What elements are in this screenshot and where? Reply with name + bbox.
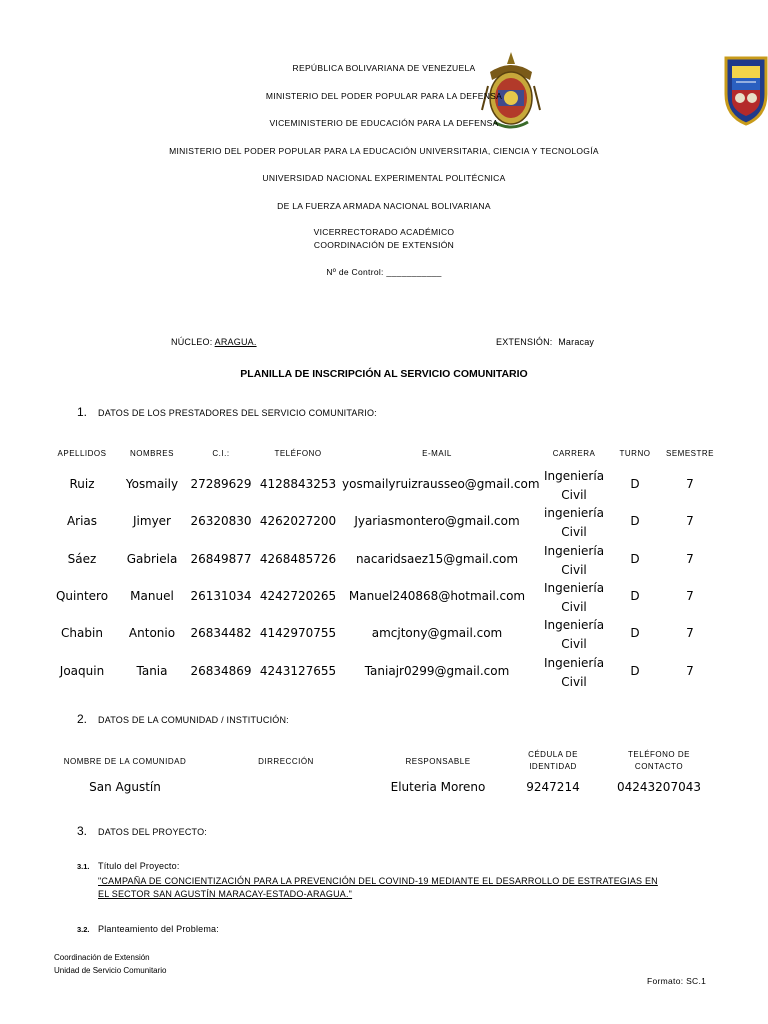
students-col-header: NOMBRES	[130, 449, 174, 458]
student-carrera	[534, 504, 614, 542]
student-nombre: Gabriela	[126, 551, 178, 566]
col-header-telefono-line1: TELÉFONO DE	[628, 750, 690, 759]
student-tel: 4243127655	[259, 663, 337, 678]
nucleo-field	[171, 337, 257, 347]
student-email: yosmailyruizrausseo@gmail.com	[342, 477, 540, 491]
col-header-cedula-line1: CÉDULA DE	[528, 750, 578, 759]
col-header-telefono	[614, 750, 704, 771]
extension-value: Maracay	[558, 337, 595, 347]
student-apellido: Chabin	[61, 626, 103, 641]
student-carrera-line2: Civil	[561, 488, 587, 502]
student-carrera-line2: Civil	[561, 562, 587, 577]
student-carrera-line2: Civil	[561, 637, 587, 652]
section2-number: 2.	[77, 712, 88, 726]
student-carrera-line2: Civil	[561, 599, 587, 614]
students-col-header: CARRERA	[552, 449, 596, 458]
nucleo-label: NÚCLEO:	[171, 337, 213, 347]
header-armed-forces: DE LA FUERZA ARMADA NACIONAL BOLIVARIANA	[277, 201, 491, 211]
student-apellido: Arias	[66, 514, 98, 529]
students-col-header: TURNO	[619, 449, 651, 458]
student-carrera-line1: Ingeniería	[543, 543, 605, 558]
footer-format-code: Formato: SC.1	[647, 976, 707, 986]
student-tel: 4128843253	[259, 477, 337, 491]
student-carrera-line1: Ingeniería	[543, 618, 605, 633]
header-vicerrectorado: VICERRECTORADO ACADÉMICO	[313, 227, 455, 237]
student-nombre: Jimyer	[133, 514, 171, 529]
header-ministry-defense: MINISTERIO DEL PODER POPULAR PARA LA DEFENSA	[265, 91, 503, 101]
subsection-3-2-label: Planteamiento del Problema:	[98, 924, 219, 934]
col-header-cedula	[508, 750, 598, 771]
project-title-line1: "CAMPAÑA DE CONCIENTIZACIÓN PARA LA PREVENCIÓN DEL COVIND-19 MEDIANTE EL DESARROLLO DE ESTRATEGIAS EN	[98, 876, 658, 886]
form-title: PLANILLA DE INSCRIPCIÓN AL SERVICIO COMUNITARIO	[240, 368, 528, 380]
student-nombre: Antonio	[128, 626, 176, 641]
subsection-3-1-number: 3.1.	[77, 862, 90, 871]
student-turno: D	[630, 626, 640, 641]
header-coordination: COORDINACIÓN DE EXTENSIÓN	[313, 240, 455, 250]
student-email: Manuel240868@hotmail.com	[348, 588, 526, 603]
student-carrera	[534, 579, 614, 617]
student-email: Taniajr0299@gmail.com	[364, 663, 510, 678]
student-ci: 26849877	[190, 551, 252, 566]
student-nombre: Manuel	[130, 588, 174, 603]
community-cedula: 9247214	[526, 780, 580, 794]
student-turno: D	[630, 551, 640, 566]
col-header-telefono-line2: CONTACTO	[634, 762, 684, 771]
student-carrera-line1: Ingeniería	[543, 469, 605, 483]
student-turno: D	[630, 477, 640, 491]
students-col-header: SEMESTRE	[665, 449, 714, 458]
community-responsible: Eluteria Moreno	[390, 780, 486, 794]
student-tel: 4242720265	[259, 588, 337, 603]
student-turno: D	[630, 588, 640, 603]
student-semestre: 7	[686, 551, 694, 566]
extension-field	[496, 337, 594, 347]
student-nombre: Yosmaily	[125, 477, 179, 491]
subsection-3-1-label: Título del Proyecto:	[98, 861, 180, 871]
col-header-responsable: RESPONSABLE	[405, 757, 471, 766]
student-ci: 26320830	[190, 514, 252, 529]
student-ci: 27289629	[190, 477, 252, 491]
student-email: nacaridsaez15@gmail.com	[355, 551, 519, 566]
section3-number: 3.	[77, 824, 88, 838]
col-header-comunidad: NOMBRE DE LA COMUNIDAD	[63, 757, 187, 766]
student-carrera	[534, 542, 614, 580]
student-carrera-line1: ingeniería	[544, 506, 604, 521]
student-tel: 4142970755	[259, 626, 337, 641]
control-number: Nº de Control: ___________	[326, 267, 442, 277]
footer-unit: Unidad de Servicio Comunitario	[54, 966, 167, 975]
student-carrera-line1: Ingeniería	[543, 580, 605, 595]
student-semestre: 7	[686, 514, 694, 529]
student-apellido: Joaquin	[59, 663, 105, 678]
students-col-header: APELLIDOS	[57, 449, 107, 458]
subsection-3-2-number: 3.2.	[77, 925, 90, 934]
students-col-header: E-MAIL	[422, 449, 452, 458]
footer-coordination: Coordinación de Extensión	[54, 953, 150, 962]
header-ministry-education: MINISTERIO DEL PODER POPULAR PARA LA EDUCACIÓN UNIVERSITARIA, CIENCIA Y TECNOLOGÍA	[169, 146, 599, 156]
student-apellido: Sáez	[67, 551, 97, 566]
section3-title: DATOS DEL PROYECTO:	[98, 827, 207, 837]
student-email: amcjtony@gmail.com	[371, 626, 503, 641]
student-ci: 26834869	[190, 663, 252, 678]
col-header-cedula-line2: IDENTIDAD	[529, 762, 577, 771]
student-tel: 4262027200	[259, 514, 337, 529]
students-col-header: C.I.:	[212, 449, 230, 458]
student-turno: D	[630, 514, 640, 529]
student-carrera-line1: Ingeniería	[543, 655, 605, 670]
section1-number: 1.	[77, 405, 88, 419]
section1-title: DATOS DE LOS PRESTADORES DEL SERVICIO COMUNITARIO:	[98, 408, 377, 418]
header-republic: REPÚBLICA BOLIVARIANA DE VENEZUELA	[292, 63, 476, 73]
header-university: UNIVERSIDAD NACIONAL EXPERIMENTAL POLITÉCNICA	[262, 173, 506, 183]
section2-title: DATOS DE LA COMUNIDAD / INSTITUCIÓN:	[98, 715, 289, 725]
extension-label: EXTENSIÓN:	[496, 337, 553, 347]
student-carrera	[534, 467, 614, 505]
student-semestre: 7	[686, 663, 694, 678]
project-title-line2: EL SECTOR SAN AGUSTÍN MARACAY-ESTADO-ARAGUA."	[98, 889, 353, 899]
student-carrera	[534, 654, 614, 692]
col-header-direccion: DIRRECCIÓN	[258, 757, 314, 766]
student-nombre: Tania	[136, 663, 168, 678]
student-tel: 4268485726	[259, 551, 337, 566]
nucleo-value: ARAGUA.	[214, 337, 257, 347]
student-semestre: 7	[686, 588, 694, 603]
community-phone: 04243207043	[617, 780, 701, 794]
student-semestre: 7	[686, 626, 694, 641]
student-carrera-line2: Civil	[561, 525, 587, 540]
student-apellido: Ruiz	[69, 477, 95, 491]
student-email: Jyariasmontero@gmail.com	[354, 514, 520, 529]
student-carrera	[534, 616, 614, 654]
student-semestre: 7	[686, 477, 694, 491]
student-carrera-line2: Civil	[561, 674, 587, 689]
students-col-header: TELÉFONO	[274, 449, 322, 458]
community-name: San Agustín	[89, 780, 161, 794]
header-viceministry: VICEMINISTERIO DE EDUCACIÓN PARA LA DEFENSA	[269, 118, 499, 128]
student-ci: 26834482	[190, 626, 252, 641]
student-turno: D	[630, 663, 640, 678]
student-apellido: Quintero	[55, 588, 109, 603]
student-ci: 26131034	[190, 588, 252, 603]
